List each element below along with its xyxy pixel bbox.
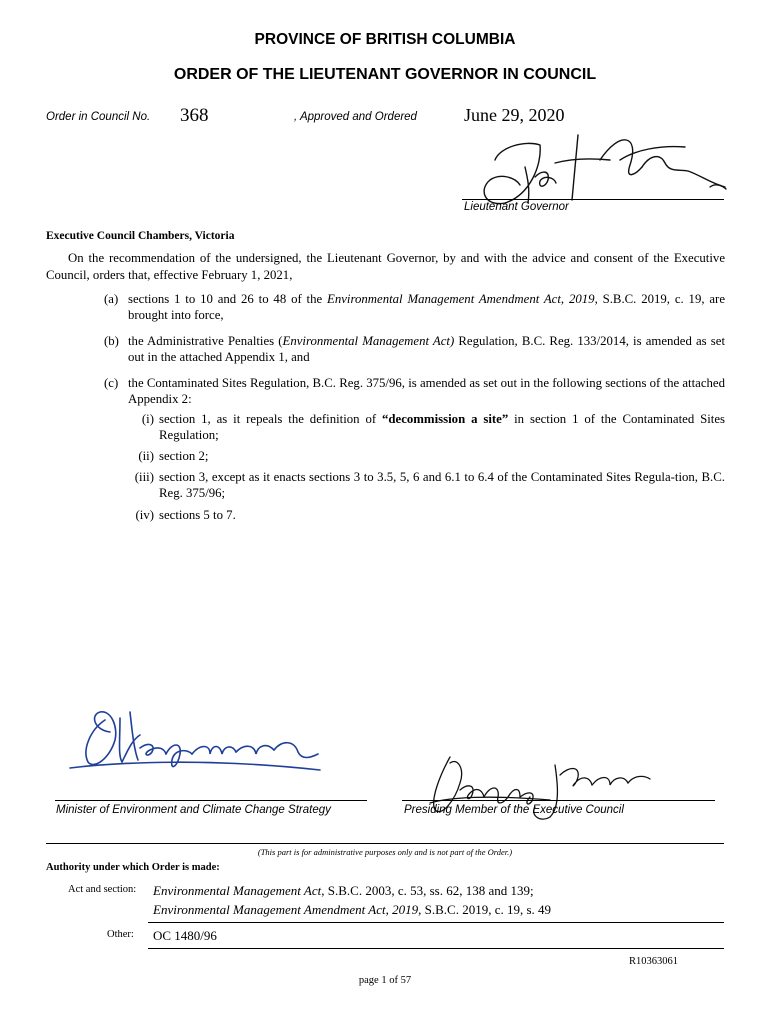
presiding-member-signature-line	[402, 800, 715, 801]
subclause-text: section 2;	[159, 449, 209, 463]
subclause-marker: (ii)	[138, 449, 154, 463]
act-reference-2	[153, 902, 551, 918]
admin-note: (This part is for administrative purposes only and is not part of the Order.)	[257, 847, 513, 857]
minister-signature-line	[55, 800, 367, 801]
subclause-marker: (iii)	[134, 470, 154, 484]
subclause-text: section 1, as it repeals the definition of	[159, 412, 382, 426]
act-title: Environmental Management Amendment Act, 2019	[327, 292, 595, 306]
page-number: page 1 of 57	[358, 975, 412, 986]
order-in-council-number: 368	[180, 105, 209, 126]
chambers-heading: Executive Council Chambers, Victoria	[46, 230, 235, 242]
clause-text: the Contaminated Sites Regulation, B.C. Reg. 375/96, is amended as set out in the following sections of the attached Appendix 2:	[128, 376, 725, 406]
clause-a	[104, 291, 725, 323]
approved-label: , Approved and Ordered	[294, 111, 417, 123]
subclause-marker: (iv)	[135, 508, 154, 522]
clause-text: the Administrative Penalties (	[128, 334, 283, 348]
clause-text: , S.B.C. 2019, c. 19, are brought into force,	[128, 292, 726, 322]
clause-text: Regulation, B.C. Reg. 133/2014, is amended as set out in the attached Appendix 1, and	[128, 334, 725, 364]
authority-heading: Authority under which Order is made:	[46, 862, 220, 873]
clause-marker: (b)	[104, 334, 119, 348]
document-number: R10363061	[629, 956, 679, 967]
clause-marker: (a)	[104, 292, 119, 306]
order-title: ORDER OF THE LIEUTENANT GOVERNOR IN COUNCIL	[173, 66, 597, 83]
presiding-member-label: Presiding Member of the Executive Council	[404, 804, 624, 816]
act-section-label: Act and section:	[68, 884, 137, 895]
intro-paragraph: On the recommendation of the undersigned, the Lieutenant Governor, by and with the advice and consent of the Executive Council, orders that, effective February 1, 2021,	[46, 251, 725, 282]
lieutenant-governor-label: Lieutenant Governor	[464, 201, 569, 213]
subclause-i	[120, 411, 725, 443]
act-citation: , S.B.C. 2019, c. 19, s. 49	[418, 902, 552, 917]
other-rule	[148, 948, 724, 949]
subclause-text: in section 1 of the Contaminated Sites Regulation;	[159, 412, 726, 442]
subclause-iv	[120, 507, 725, 523]
defined-term: “decommission a site”	[382, 412, 509, 426]
act-title: Environmental Management Act	[153, 883, 322, 898]
minister-signature	[60, 700, 345, 780]
act-title: Environmental Management Act)	[282, 334, 455, 348]
act-citation: , S.B.C. 2003, c. 53, ss. 62, 138 and 139;	[321, 883, 534, 898]
clause-text: sections 1 to 10 and 26 to 48 of the	[128, 292, 328, 306]
subclause-ii	[120, 448, 725, 464]
act-reference-1	[153, 883, 534, 899]
lieutenant-governor-signature	[470, 125, 730, 210]
admin-divider	[46, 843, 724, 844]
clause-marker: (c)	[104, 376, 119, 390]
lieutenant-governor-signature-line	[462, 199, 724, 200]
other-value: OC 1480/96	[153, 928, 217, 943]
subclause-iii	[120, 469, 725, 501]
minister-label: Minister of Environment and Climate Change Strategy	[56, 804, 331, 816]
order-in-council-label: Order in Council No.	[46, 111, 151, 123]
approved-date: June 29, 2020	[464, 105, 565, 125]
clause-b	[104, 333, 725, 365]
subclause-text: section 3, except as it enacts sections 3 to 3.5, 5, 6 and 6.1 to 6.4 of the Contaminated Sites Regula-tion, B.C. Reg. 375/96;	[159, 470, 725, 500]
act-rule	[148, 922, 724, 923]
subclause-marker: (i)	[141, 412, 154, 426]
act-title: Environmental Management Amendment Act, 2019	[153, 902, 419, 917]
subclause-text: sections 5 to 7.	[159, 508, 236, 522]
other-label: Other:	[107, 929, 134, 940]
clause-c	[104, 375, 725, 407]
province-heading: PROVINCE OF BRITISH COLUMBIA	[254, 31, 516, 48]
